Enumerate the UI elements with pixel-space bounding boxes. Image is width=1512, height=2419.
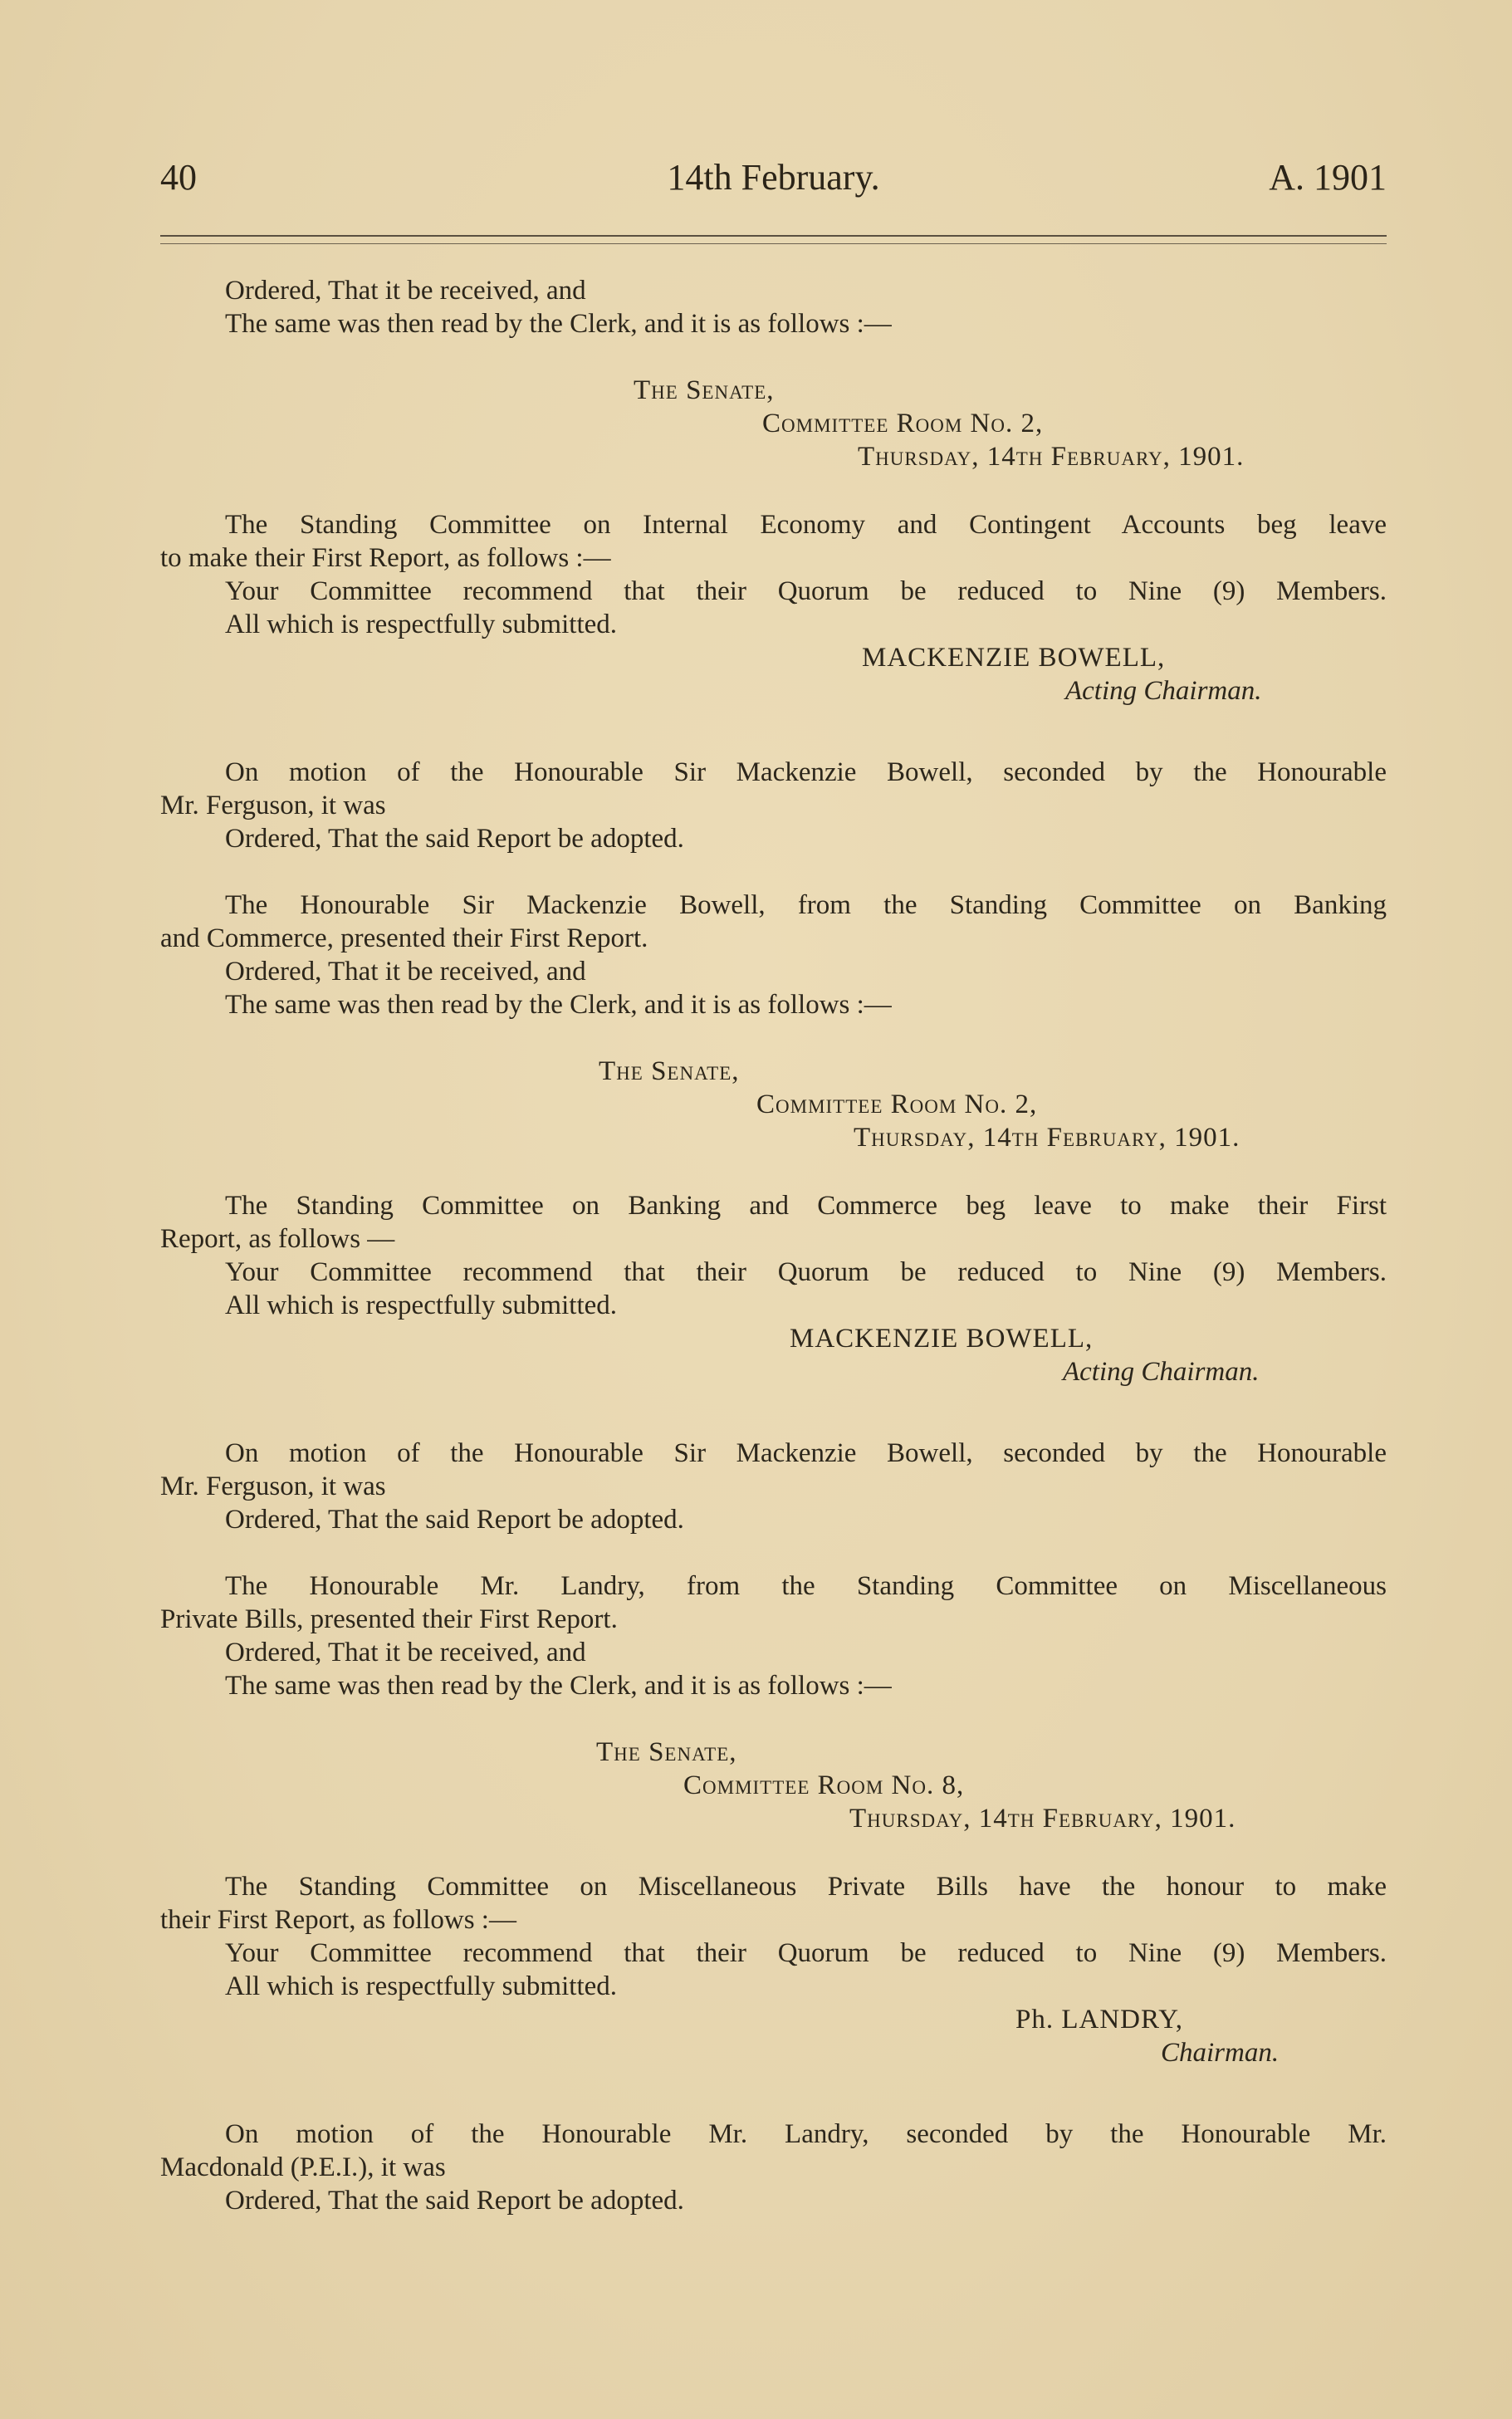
quorum-recommendation: Your Committee recommend that their Quorum be reduced to Nine (9) Members. [225, 1938, 1387, 1968]
report-paragraph-cont: their First Report, as follows :— [160, 1905, 516, 1935]
header-year: A. 1901 [1269, 157, 1387, 198]
report-address-date: Thursday, 14th February, 1901. [858, 442, 1245, 472]
motion-line: On motion of the Honourable Sir Mackenzie Bowell, seconded by the Honourable [225, 757, 1387, 787]
report-address-senate: The Senate, [599, 1056, 740, 1086]
read-line: The same was then read by the Clerk, and it is as follows :— [225, 309, 892, 339]
report-address-senate: The Senate, [596, 1737, 737, 1767]
submitted-line: All which is respectfully submitted. [225, 610, 618, 639]
quorum-recommendation: Your Committee recommend that their Quorum be reduced to Nine (9) Members. [225, 1257, 1387, 1287]
signature-title: Acting Chairman. [1065, 676, 1262, 706]
report-paragraph-cont: to make their First Report, as follows :— [160, 543, 611, 573]
motion-line: On motion of the Honourable Mr. Landry, seconded by the Honourable Mr. [225, 2119, 1387, 2149]
report-address-room: Committee Room No. 8, [683, 1770, 965, 1800]
motion-line-cont: Macdonald (P.E.I.), it was [160, 2152, 446, 2182]
submitted-line: All which is respectfully submitted. [225, 1290, 618, 1320]
ordered-line: Ordered, That it be received, and [225, 276, 586, 306]
ordered-line: Ordered, That it be received, and [225, 1638, 586, 1667]
submitted-line: All which is respectfully submitted. [225, 1971, 618, 2001]
report-address-date: Thursday, 14th February, 1901. [854, 1123, 1240, 1153]
report-paragraph: The Standing Committee on Internal Economy and Contingent Accounts beg leave [225, 510, 1387, 540]
ordered-line: Ordered, That it be received, and [225, 957, 586, 987]
report-paragraph: The Standing Committee on Miscellaneous Private Bills have the honour to make [225, 1872, 1387, 1902]
report-paragraph: The Standing Committee on Banking and Commerce beg leave to make their First [225, 1191, 1387, 1221]
report-address-room: Committee Room No. 2, [762, 409, 1044, 438]
motion-line-cont: Mr. Ferguson, it was [160, 791, 386, 820]
read-line: The same was then read by the Clerk, and it is as follows :— [225, 990, 892, 1020]
motion-line-cont: Mr. Ferguson, it was [160, 1471, 386, 1501]
intro-line: The Honourable Sir Mackenzie Bowell, from the Standing Committee on Banking [225, 890, 1387, 920]
report-paragraph-cont: Report, as follows — [160, 1224, 395, 1254]
header-rule-thick [160, 235, 1387, 237]
signature-name: MACKENZIE BOWELL, [862, 643, 1166, 673]
adopted-line: Ordered, That the said Report be adopted. [225, 2186, 684, 2216]
intro-line-cont: and Commerce, presented their First Report. [160, 923, 648, 953]
signature-name: MACKENZIE BOWELL, [790, 1324, 1094, 1354]
report-address-room: Committee Room No. 2, [756, 1090, 1038, 1119]
report-address-senate: The Senate, [634, 375, 775, 405]
motion-line: On motion of the Honourable Sir Mackenzie Bowell, seconded by the Honourable [225, 1438, 1387, 1468]
intro-line: The Honourable Mr. Landry, from the Standing Committee on Miscellaneous [225, 1571, 1387, 1601]
adopted-line: Ordered, That the said Report be adopted. [225, 1505, 684, 1535]
signature-name: Ph. LANDRY, [1015, 2005, 1184, 2035]
header-rule-thin [160, 243, 1387, 244]
quorum-recommendation: Your Committee recommend that their Quorum be reduced to Nine (9) Members. [225, 576, 1387, 606]
signature-title: Chairman. [1161, 2038, 1280, 2068]
header-date: 14th February. [667, 157, 880, 198]
running-header [160, 156, 1387, 206]
page-number: 40 [160, 157, 197, 198]
report-address-date: Thursday, 14th February, 1901. [849, 1804, 1236, 1834]
read-line: The same was then read by the Clerk, and it is as follows :— [225, 1671, 892, 1701]
signature-title: Acting Chairman. [1063, 1357, 1260, 1387]
adopted-line: Ordered, That the said Report be adopted. [225, 824, 684, 854]
intro-line-cont: Private Bills, presented their First Report. [160, 1604, 618, 1634]
page-body [160, 274, 1387, 2217]
